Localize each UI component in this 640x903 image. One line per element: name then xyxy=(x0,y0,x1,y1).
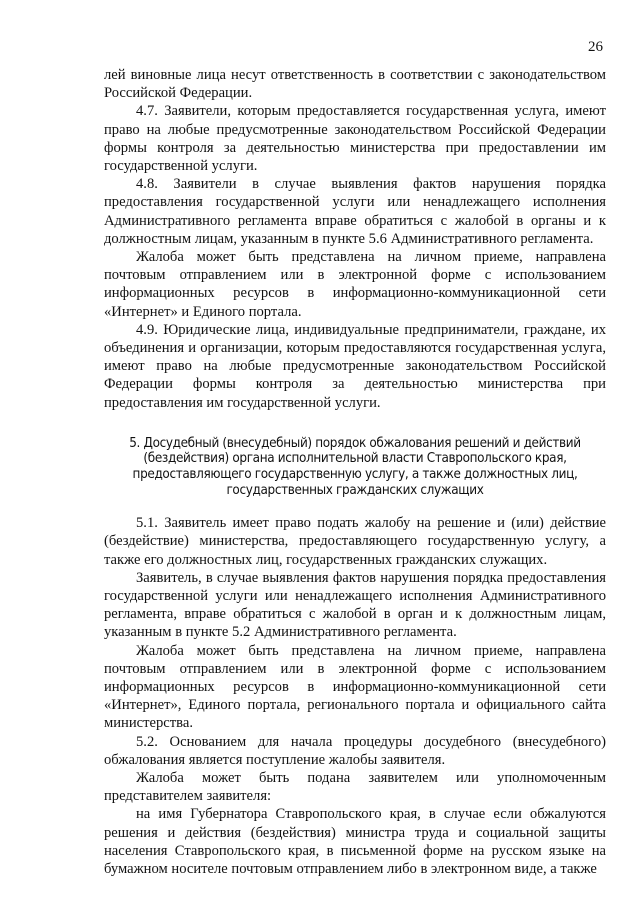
page-number: 26 xyxy=(588,39,603,55)
section-spacer xyxy=(104,412,606,436)
paragraph: Жалоба может быть представлена на личном приеме, направлена почтовым отправлением или в электронной форме с использованием информационных ресурсов в информационно-коммуникационной сети «Интернет», Единого портала, регионального портала и официального сайта министерства. xyxy=(104,642,606,732)
paragraph: 5.1. Заявитель имеет право подать жалобу на решение и (или) действие (бездействие) министерства, предоставляющего государственную услугу, а также его должностных лиц, государственных гражданских служащих. xyxy=(104,515,606,568)
paragraph: Жалоба может быть представлена на личном приеме, направлена почтовым отправлением или в электронной форме с использованием информационных ресурсов в информационно-коммуникационной сети «Интернет» и Единого портала. xyxy=(104,249,606,320)
document-body xyxy=(104,66,606,878)
section-heading: 5. Досудебный (внесудебный) порядок обжалования решений и действий (бездействия) органа исполнительной власти Ставропольского края, предоставляющего государственную услугу, а также должностных лиц, государственных гражданских служащих xyxy=(129,435,581,498)
paragraph: 4.8. Заявители в случае выявления фактов нарушения порядка предоставления государственной услуги или ненадлежащего исполнения Административного регламента вправе обратиться с жалобой в органы и к должностным лицам, указанным в пункте 5.6 Административного регламента. xyxy=(104,176,606,247)
paragraph: 4.7. Заявители, которым предоставляется государственная услуга, имеют право на любые предусмотренные законодательством Российской Федерации формы контроля за деятельностью министерства при предоставлении им государственной услуги. xyxy=(104,103,606,175)
paragraph: 4.9. Юридические лица, индивидуальные предприниматели, граждане, их объединения и организации, которым предоставляются государственная услуга, имеют право на любые предусмотренные законодательством Российской Федерации формы контроля за деятельностью министерства при предоставления им государственной услуги. xyxy=(104,321,606,411)
paragraph: на имя Губернатора Ставропольского края, в случае если обжалуются решения и действия (бездействия) министра труда и социальной защиты населения Ставропольского края, в письменной форме на русском языке на бумажном носителе почтовым отправлением либо в электронном виде, а также xyxy=(104,806,606,878)
paragraph: Жалоба может быть подана заявителем или уполномоченным представителем заявителя: xyxy=(104,770,606,805)
paragraph: лей виновные лица несут ответственность в соответствии с законодательством Российской Федерации. xyxy=(104,67,606,102)
paragraph: Заявитель, в случае выявления фактов нарушения порядка предоставления государственной услуги или ненадлежащего исполнения Административного регламента, вправе обратиться с жалобой в орган и к должностным лицам, указанным в пункте 5.2 Административного регламента. xyxy=(104,569,606,641)
paragraph: 5.2. Основанием для начала процедуры досудебного (внесудебного) обжалования является поступление жалобы заявителя. xyxy=(104,733,606,768)
